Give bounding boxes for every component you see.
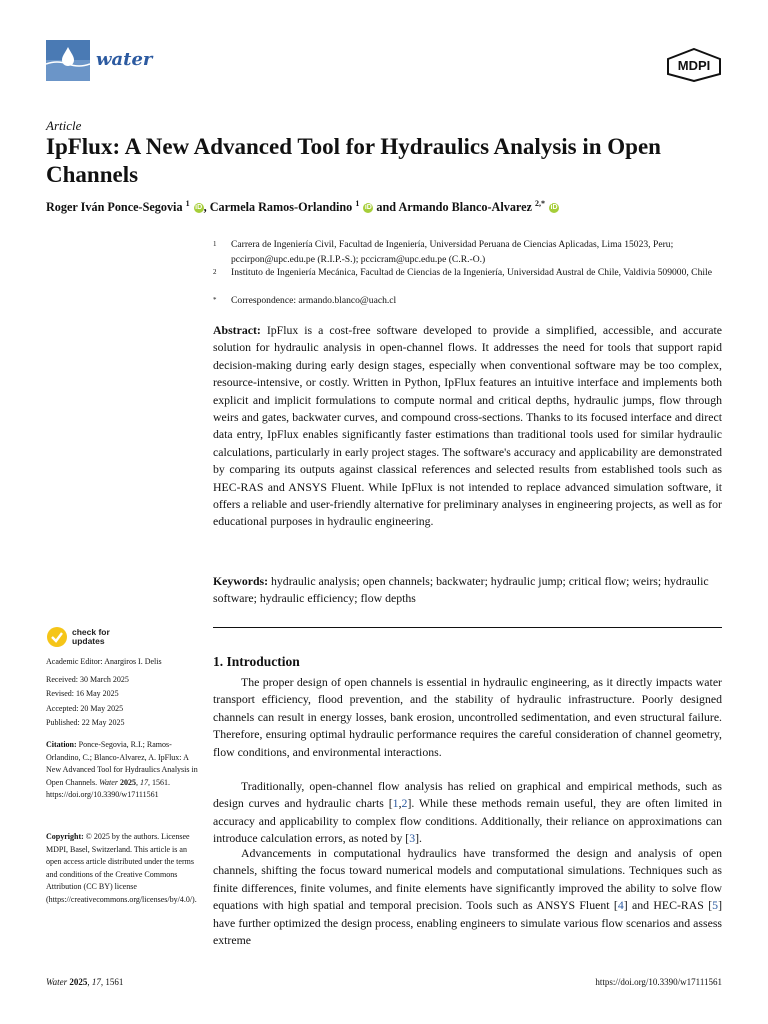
author-conjunction: and bbox=[376, 200, 397, 215]
footer-year: 2025 bbox=[69, 977, 88, 987]
article-type: Article bbox=[46, 118, 82, 133]
journal-name[interactable]: water bbox=[96, 49, 153, 70]
footer-journal: Water bbox=[46, 977, 68, 987]
mdpi-logo-icon bbox=[666, 48, 722, 82]
copyright-text: © 2025 by the authors. Licensee MDPI, Basel, Switzerland. This article is an open access article distributed under the terms and conditions of the Creative Commons Attribution (CC BY) license (https://creativecommons.org/licenses/by/4.0/). bbox=[46, 832, 197, 904]
check-updates-icon bbox=[46, 626, 68, 648]
abstract bbox=[213, 322, 722, 531]
reference-link[interactable]: 2 bbox=[401, 796, 408, 811]
correspondence-text[interactable]: Correspondence: armando.blanco@uach.cl bbox=[231, 295, 397, 306]
footer-doi-link[interactable]: https://doi.org/10.3390/w17111561 bbox=[595, 977, 722, 987]
citation-label: Citation: bbox=[46, 740, 77, 749]
affiliation-mark: 2 bbox=[213, 268, 217, 276]
abstract-label: Abstract: bbox=[213, 323, 261, 337]
affiliation-text: Carrera de Ingeniería Civil, Facultad de Ingeniería, Universidad Peruana de Ciencias Aplicadas, Lima 15023, Peru; pccirpon@upc.edu.pe (R.I.P.-S.); pccicram@upc.edu.pe (C.R.-O.) bbox=[231, 239, 674, 265]
check-updates-label: updates bbox=[72, 636, 105, 646]
citation-text: Ponce-Segovia, R.I.; Ramos-Orlandino, C.; Blanco-Alvarez, A. IpFlux: A New Advanced Tool for Hydraulics Analysis in Open Channels. bbox=[46, 740, 198, 787]
paragraph-text: ]. bbox=[415, 831, 423, 846]
author-list: Roger Iván Ponce-Segovia $^1$ iD , Carmela Ramos-Orlandino $^1$ iD and Armando Blanco-Alvarez $^{2,*}$ iD bbox=[46, 199, 558, 215]
keywords-label: Keywords: bbox=[213, 574, 269, 588]
footer-citation: Water 2025, 17, 1561 bbox=[46, 977, 124, 987]
paragraph-text: , bbox=[398, 796, 402, 811]
copyright-block bbox=[46, 831, 201, 907]
paragraph-text: ] and HEC-RAS [ bbox=[623, 898, 713, 913]
check-updates-button[interactable] bbox=[46, 626, 110, 648]
author-name[interactable]: Roger Iván Ponce-Segovia bbox=[46, 200, 183, 215]
section-heading: 1. Introduction bbox=[213, 654, 300, 669]
affiliation-sup: 2,* bbox=[534, 199, 545, 208]
date-published: Published: 22 May 2025 bbox=[46, 718, 125, 727]
reference-link[interactable]: 4 bbox=[617, 898, 624, 913]
date-received: Received: 30 March 2025 bbox=[46, 675, 129, 684]
publisher-logo[interactable] bbox=[666, 48, 722, 82]
page-title: IpFlux: A New Advanced Tool for Hydraulics Analysis in Open Channels bbox=[46, 134, 661, 187]
paragraph-text: Advancements in computational hydraulics have transformed the design and analysis of open channels, shifting the focus toward numerical models and computational simulations. Techniques such as finite differences, finite volumes, and finite elements have significantly improved the ability to solve flow equations with high spatial and temporal precision. Tools such as ANSYS Fluent [ bbox=[213, 846, 722, 913]
citation-journal: Water bbox=[99, 777, 118, 787]
author-name[interactable]: Carmela Ramos-Orlandino bbox=[209, 200, 353, 215]
affiliation-text: Instituto de Ingeniería Mecánica, Facultad de Ciencias de la Ingeniería, Universidad Austral de Chile, Valdivia 509000, Chile bbox=[231, 267, 712, 278]
footer-volume: 17 bbox=[91, 977, 101, 987]
intro-paragraph bbox=[213, 845, 722, 949]
affiliation-mark: * bbox=[213, 296, 217, 304]
abstract-text: IpFlux is a cost-free software developed to provide a simplified, accessible, and accurate solution for hydraulic analysis in open-channel flows. It addresses the need for tools that support rapid decision-making during early design stages, especially when conventional software may be too complex, resource-intensive, or costly. Written in Python, IpFlux features an intuitive interface and implements both explicit and implicit formulations to compute normal and critical depths, hydraulic jumps, flow through weirs and gates, backwater curves, and compound cross-sections. Thanks to its focused interface and direct data entry, IpFlux enables significantly faster estimations than traditional tools used for similar hydraulic calculations, particularly in early project stages. The software's accuracy and applicability are demonstrated by comparing its outputs against classical references and selected results from established tools such as HEC-RAS and ANSYS Fluent. While IpFlux is not intended to replace advanced simulation software, it offers a reliable and user-friendly alternative for preliminary analyses in engineering projects, as well as for educational purposes in hydraulic engineering. bbox=[213, 323, 722, 529]
paragraph-text: Traditionally, open-channel flow analysis has relied on graphical and empirical methods, such as design curves and hydraulic charts [ bbox=[213, 779, 722, 811]
reference-link[interactable]: 1 bbox=[392, 796, 399, 811]
check-updates-label: check for bbox=[72, 627, 110, 637]
affiliation-mark: 1 bbox=[213, 240, 217, 248]
publisher-name: MDPI bbox=[677, 58, 711, 73]
date-accepted: Accepted: 20 May 2025 bbox=[46, 704, 124, 713]
citation-year: 2025 bbox=[119, 777, 136, 787]
intro-paragraph: The proper design of open channels is essential in hydraulic engineering, as it directly impacts water transport efficiency, flood prevention, and the stability of hydraulic infrastructure. Poorly designed channels can result in energy losses, bank erosion, uncontrolled sedimentation, and even structural failure. Therefore, ensuring optimal hydraulic performance requires the careful consideration of channel geometry, flow conditions, and environmental interactions. bbox=[213, 675, 722, 759]
orcid-icon[interactable]: iD bbox=[195, 204, 203, 212]
footer-page: , 1561 bbox=[100, 977, 124, 987]
affiliation-item bbox=[213, 238, 733, 267]
copyright-label: Copyright: bbox=[46, 832, 84, 841]
correspondence bbox=[213, 294, 733, 309]
affiliation-item bbox=[213, 266, 733, 281]
affiliation-sup: 1 bbox=[185, 199, 190, 208]
citation-rest: , 1561. bbox=[147, 777, 170, 787]
reference-link[interactable]: 5 bbox=[712, 898, 719, 913]
academic-editor: Academic Editor: Anargiros I. Delis bbox=[46, 657, 162, 666]
citation-volume: 17 bbox=[139, 777, 148, 787]
author-name[interactable]: Armando Blanco-Alvarez bbox=[398, 200, 532, 215]
journal-logo bbox=[46, 40, 90, 81]
paragraph-text: ] have further optimized the design process, enabling engineers to simulate various flow scenarios and assess extreme bbox=[213, 898, 722, 948]
orcid-icon[interactable]: iD bbox=[364, 204, 372, 212]
intro-paragraph bbox=[213, 778, 722, 848]
reference-link[interactable]: 3 bbox=[409, 831, 416, 846]
affiliation-sup: 1 bbox=[355, 199, 360, 208]
section-divider bbox=[213, 627, 722, 628]
orcid-icon[interactable]: iD bbox=[550, 204, 558, 212]
keywords bbox=[213, 573, 722, 608]
citation-block: Citation: Ponce-Segovia, R.I.; Ramos-Orlandino, C.; Blanco-Alvarez, A. IpFlux: A New Advanced Tool for Hydraulics Analysis in Open Channels. Water 2025, 17, 1561. https://doi.org/10.3390/w17111561 bbox=[46, 740, 198, 800]
citation-doi-link[interactable]: https://doi.org/10.3390/w17111561 bbox=[46, 790, 159, 800]
date-revised: Revised: 16 May 2025 bbox=[46, 689, 119, 698]
paragraph-text: ]. While these methods remain useful, they are often limited in accuracy and applicability to complex flow conditions. Additionally, their reliance on approximations can introduce calculation errors, as noted by [ bbox=[213, 796, 723, 846]
water-drop-icon bbox=[46, 40, 90, 81]
keywords-text: hydraulic analysis; open channels; backwater; hydraulic jump; critical flow; weirs; hydraulic software; hydraulic efficiency; flow depths bbox=[213, 574, 709, 606]
